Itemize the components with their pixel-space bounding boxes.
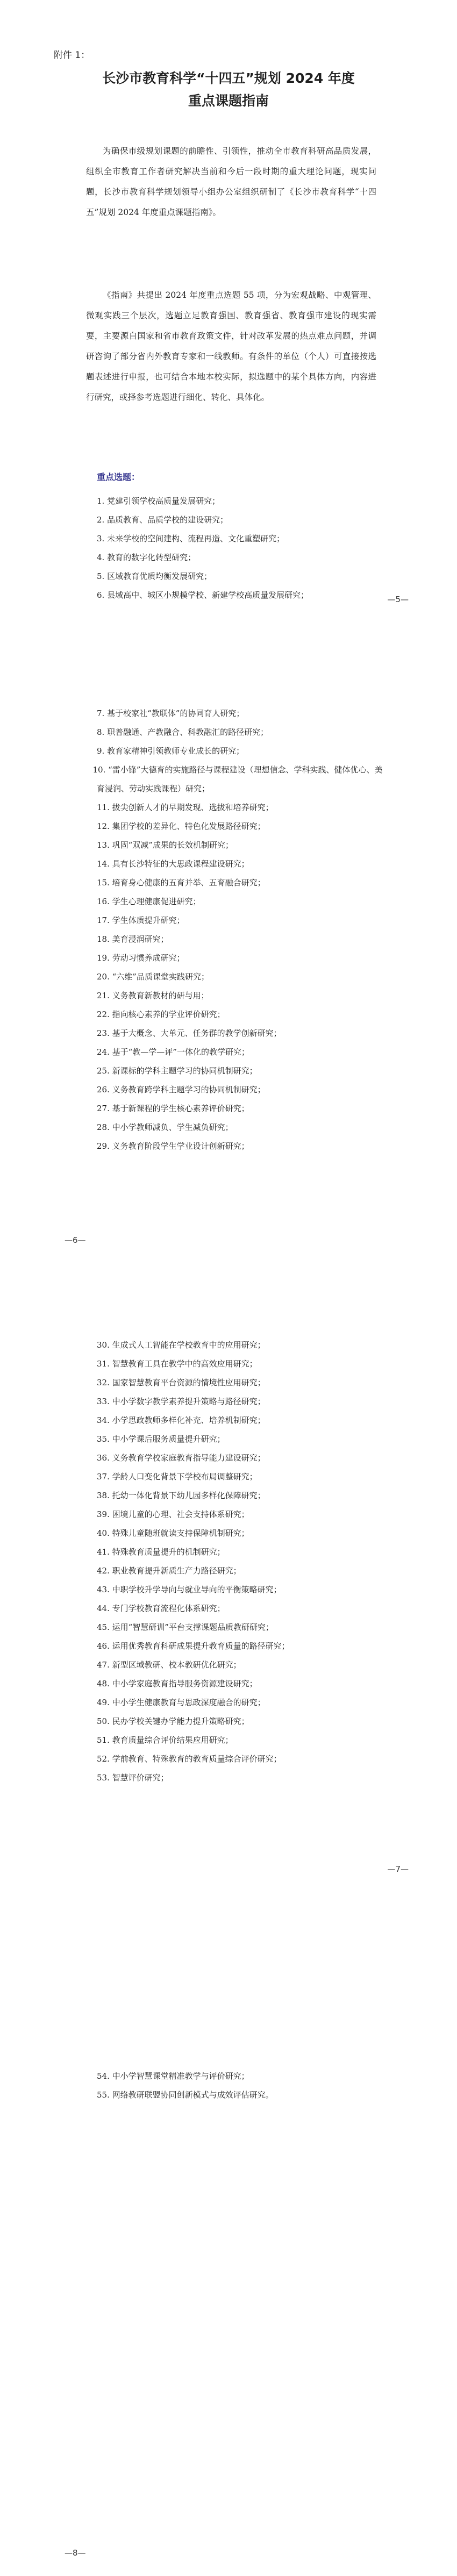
topics-heading: 重点选题：: [97, 472, 140, 482]
list-item: 43. 中职学校升学导向与就业导向的平衡策略研究；: [97, 1585, 282, 1594]
list-item: 13. 巩固“双减”成果的长效机制研究；: [97, 840, 233, 850]
list-item: 30. 生成式人工智能在学校教育中的应用研究；: [97, 1340, 266, 1350]
list-item: 20. “六维”品质课堂实践研究；: [97, 972, 209, 982]
list-item: 12. 集团学校的差异化、特色化发展路径研究；: [97, 821, 266, 831]
list-item: 6. 县域高中、城区小规模学校、新建学校高质量发展研究；: [97, 590, 309, 600]
list-item: 4. 教育的数字化转型研究；: [97, 553, 196, 562]
list-item: 14. 具有长沙特征的大思政课程建设研究；: [97, 859, 249, 869]
document-title-line-2: 重点课题指南: [188, 93, 269, 109]
intro-paragraph-1: 为确保市级规划课题的前瞻性、引领性，推动全市教育科研高品质发展，组织全市教育工作者研究解决当前和今后一段时期的重大理论问题，现实问题，长沙市教育科学规划领导小组办公室组织研制了《长沙市教育科学“十四五”规划 2024 年度重点课题指南》。: [86, 146, 376, 217]
list-item: 54. 中小学智慧课堂精准教学与评价研究；: [97, 2071, 249, 2081]
list-item: 42. 职业教育提升新质生产力路径研究；: [97, 1566, 241, 1576]
list-item: 28. 中小学教师减负、学生减负研究；: [97, 1122, 233, 1132]
list-item: 17. 学生体质提升研究；: [97, 915, 185, 925]
list-item: 1. 党建引领学校高质量发展研究；: [97, 496, 220, 506]
list-item: 33. 中小学数字教学素养提升策略与路径研究；: [97, 1397, 266, 1406]
list-item: 25. 新课标的学科主题学习的协同机制研究；: [97, 1066, 258, 1076]
list-item: 15. 培育身心健康的五育并举、五育融合研究；: [97, 878, 266, 888]
list-item: 32. 国家智慧教育平台资源的情境性应用研究；: [97, 1378, 266, 1387]
topic-list-page-3: [97, 1336, 387, 1787]
list-item: 45. 运用“智慧研训”平台支撑课题品质教研研究；: [97, 1622, 274, 1632]
list-item: 21. 义务教育新教材的研与用；: [97, 991, 209, 1000]
list-item: 36. 义务教育学校家庭教育指导能力建设研究；: [97, 1453, 266, 1463]
page-number: —8—: [65, 2548, 86, 2558]
page-number: —6—: [65, 1235, 86, 1245]
intro-paragraph-2: 《指南》共提出 2024 年度重点选题 55 项，分为宏观战略、中观管理、微观实践三个层次，选题立足教育强国、教育强省、教育强市建设的现实需要，主要源自国家和省市教育政策文件，针对改革发展的热点难点问题，并调研咨询了部分省内外教育专家和一线教师。有条件的单位（个人）可直接按选题表述进行申报，也可结合本地本校实际，拟选题中的某个具体方向，内容进行研究，或择参考选题进行细化、转化、具体化。: [86, 290, 376, 402]
list-item: 2. 品质教育、品质学校的建设研究；: [97, 515, 228, 525]
list-item: 47. 新型区域教研、校本教研优化研究；: [97, 1660, 241, 1670]
list-item: 53. 智慧评价研究；: [97, 1773, 169, 1783]
list-item: 39. 困境儿童的心理、社会支持体系研究；: [97, 1509, 249, 1519]
document-title-line-1: 长沙市教育科学“十四五”规划 2024 年度: [102, 70, 355, 86]
list-item: 19. 劳动习惯养成研究；: [97, 953, 185, 963]
list-item: 51. 教育质量综合评价结果应用研究；: [97, 1735, 233, 1745]
page-2: [0, 640, 457, 1285]
page-number: —5—: [387, 595, 409, 604]
list-item: 8. 职普融通、产教融合、科教融汇的路径研究；: [97, 727, 269, 737]
attachment-label: 附件 1：: [54, 50, 90, 61]
list-item: 18. 美育浸润研究；: [97, 934, 169, 944]
list-item: 44. 专门学校教育流程化体系研究；: [97, 1604, 225, 1613]
list-item: 7. 基于校家社“教联体”的协同育人研究；: [97, 709, 245, 718]
list-item: 11. 拔尖创新人才的早期发现、选拔和培养研究；: [97, 803, 274, 812]
list-item: 16. 学生心理健康促进研究；: [97, 897, 201, 906]
topic-list-page-4: [97, 2067, 387, 2105]
list-item: 29. 义务教育阶段学生学业设计创新研究；: [97, 1141, 249, 1151]
page-4: [0, 1930, 457, 2576]
list-item: 5. 区域教育优质均衡发展研究；: [97, 571, 212, 581]
list-item: 50. 民办学校关键办学能力提升策略研究；: [97, 1716, 249, 1726]
page-3: [0, 1285, 457, 1930]
list-item: 52. 学前教育、特殊教育的教育质量综合评价研究；: [97, 1754, 282, 1764]
page-number: —7—: [387, 1864, 409, 1874]
list-item: 48. 中小学家庭教育指导服务资源建设研究；: [97, 1679, 258, 1688]
list-item: 55. 网络教研联盟协同创新模式与成效评估研究。: [97, 2090, 274, 2100]
list-item: 46. 运用优秀教育科研成果提升教育质量的路径研究；: [97, 1641, 290, 1651]
topic-list-page-1: [97, 492, 387, 605]
list-item: 24. 基于“教—学—评”一体化的教学研究；: [97, 1047, 249, 1057]
list-item: 35. 中小学课后服务质量提升研究；: [97, 1434, 225, 1444]
list-item: 23. 基于大概念、大单元、任务群的教学创新研究；: [97, 1028, 282, 1038]
list-item: 40. 特殊儿童随班就读支持保障机制研究；: [97, 1528, 249, 1538]
list-item: 22. 指向核心素养的学业评价研究；: [97, 1010, 225, 1019]
list-item: 9. 教育家精神引领教师专业成长的研究；: [97, 746, 245, 756]
list-item: 26. 义务教育跨学科主题学习的协同机制研究；: [97, 1085, 266, 1094]
list-item: 34. 小学思政教师多样化补充、培养机制研究；: [97, 1415, 266, 1425]
list-item: 49. 中小学生健康教育与思政深度融合的研究；: [97, 1698, 266, 1707]
list-item: 41. 特殊教育质量提升的机制研究；: [97, 1547, 225, 1557]
list-item: 27. 基于新课程的学生核心素养评价研究；: [97, 1104, 249, 1113]
list-item: 3. 未来学校的空间建构、流程再造、文化重塑研究；: [97, 534, 285, 543]
list-item: 10. “雷小锋”大德育的实施路径与课程建设（理想信念、学科实践、健体优心、美育浸润、劳动实践课程）研究；: [92, 765, 383, 793]
list-item: 37. 学龄人口变化背景下学校布局调整研究；: [97, 1472, 258, 1482]
topic-list-page-2: [92, 704, 387, 1156]
list-item: 31. 智慧教育工具在教学中的高效应用研究；: [97, 1359, 258, 1369]
list-item: 38. 托幼一体化背景下幼儿园多样化保障研究；: [97, 1491, 266, 1500]
page-1: [0, 0, 457, 640]
